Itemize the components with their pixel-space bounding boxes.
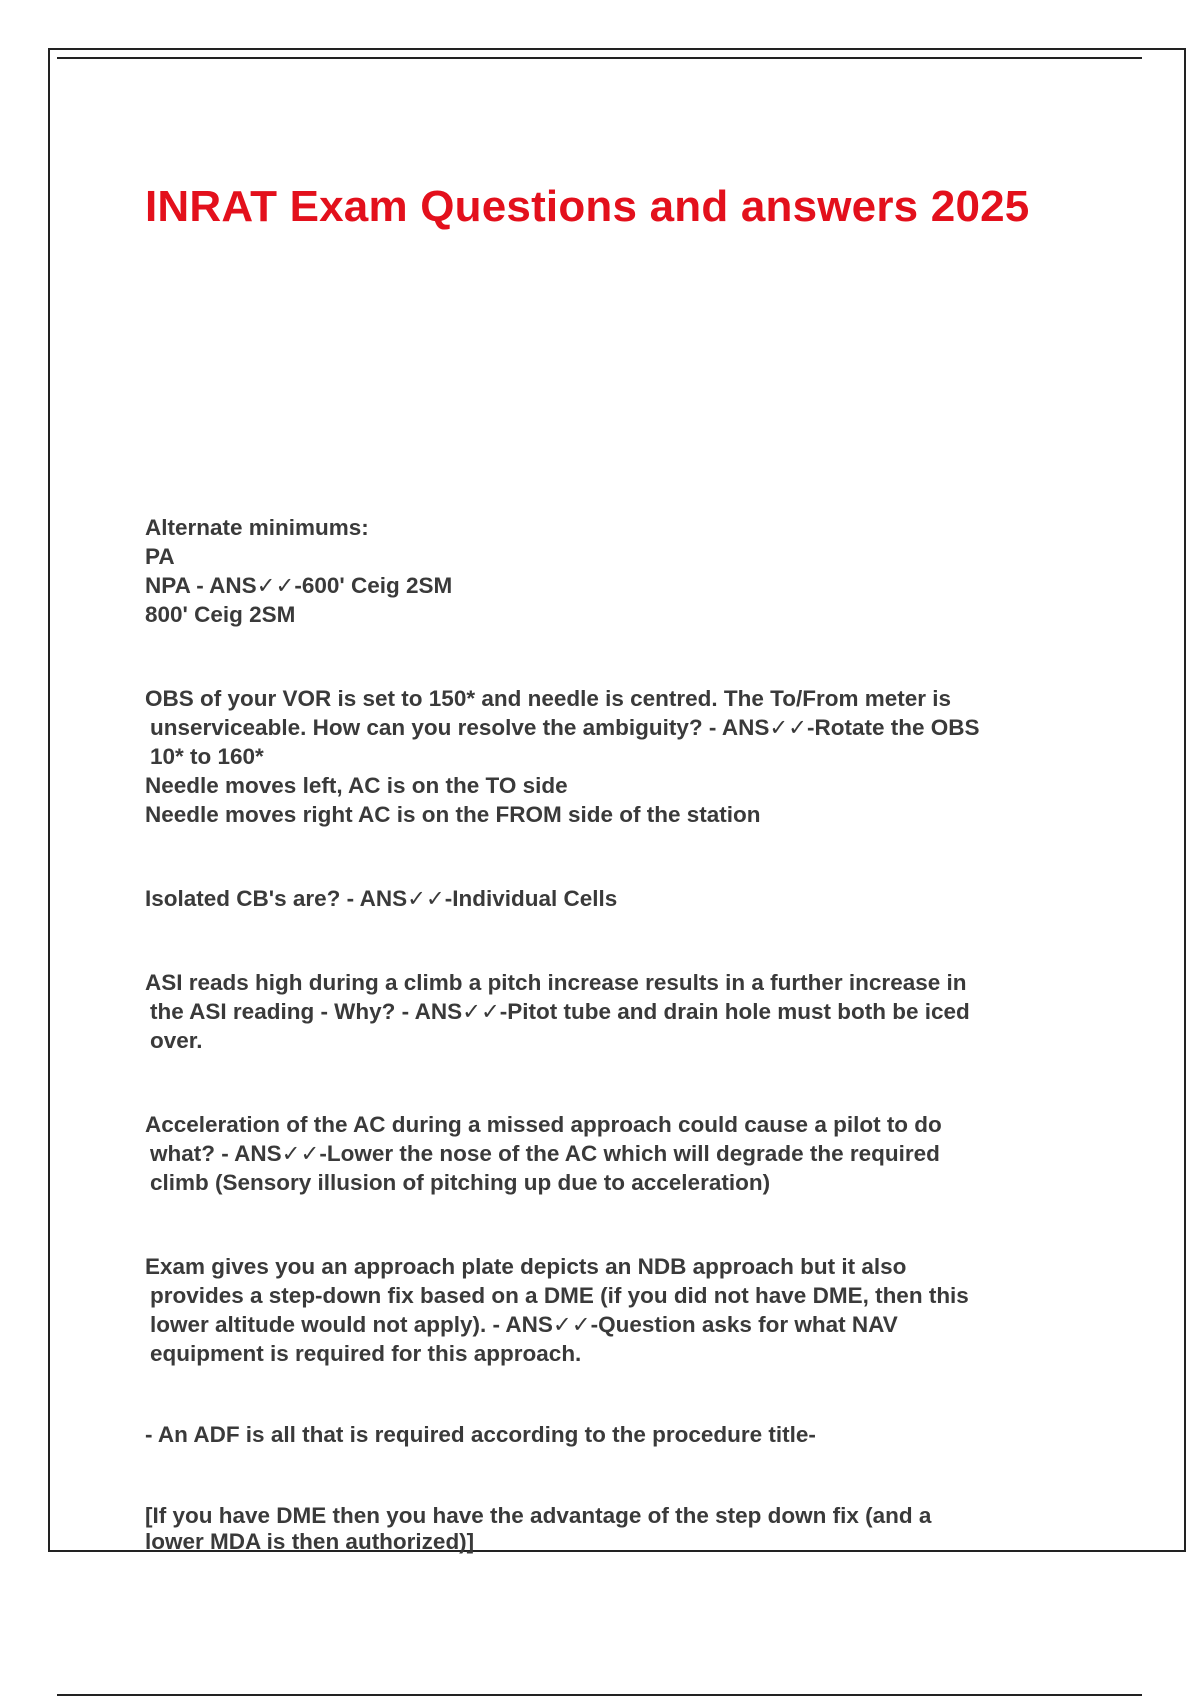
- qa-line: lower MDA is then authorized)]: [145, 1529, 475, 1554]
- qa-line: the ASI reading - Why? - ANS✓✓-Pitot tube and drain hole must both be iced: [150, 999, 970, 1024]
- qa-line: unserviceable. How can you resolve the ambiguity? - ANS✓✓-Rotate the OBS: [150, 715, 980, 740]
- qa-item-isolated-cb: [145, 884, 1085, 913]
- qa-line: Needle moves right AC is on the FROM side of the station: [145, 802, 761, 827]
- qa-line: over.: [150, 1028, 203, 1053]
- document-title: INRAT Exam Questions and answers 2025: [145, 182, 1030, 231]
- qa-line: 800' Ceig 2SM: [145, 602, 296, 627]
- qa-line: Needle moves left, AC is on the TO side: [145, 773, 568, 798]
- qa-line: Isolated CB's are? - ANS✓✓-Individual Cells: [145, 886, 618, 911]
- qa-line: Acceleration of the AC during a missed approach could cause a pilot to do: [145, 1112, 942, 1137]
- top-rule: [57, 57, 1142, 59]
- qa-line: ASI reads high during a climb a pitch increase results in a further increase in: [145, 970, 967, 995]
- qa-item-ndb-approach-plate: [145, 1252, 1085, 1368]
- qa-line: what? - ANS✓✓-Lower the nose of the AC which will degrade the required: [150, 1141, 940, 1166]
- qa-line: [If you have DME then you have the advantage of the step down fix (and a: [145, 1503, 932, 1528]
- qa-item-obs-vor: [145, 684, 1085, 829]
- qa-line: climb (Sensory illusion of pitching up due to acceleration): [150, 1170, 771, 1195]
- qa-item-alternate-minimums: [145, 513, 1085, 629]
- qa-line: equipment is required for this approach.: [150, 1341, 582, 1366]
- qa-line: provides a step-down fix based on a DME (if you did not have DME, then this: [150, 1283, 969, 1308]
- qa-item-dme-step-down: [145, 1501, 1085, 1554]
- qa-item-acceleration-missed-approach: [145, 1110, 1085, 1197]
- qa-item-asi-reads-high: [145, 968, 1085, 1055]
- bottom-rule: [57, 1694, 1142, 1696]
- qa-line: - An ADF is all that is required according to the procedure title-: [145, 1422, 816, 1447]
- qa-line: Alternate minimums:: [145, 515, 369, 540]
- qa-line: Exam gives you an approach plate depicts an NDB approach but it also: [145, 1254, 907, 1279]
- qa-item-adf-required: [145, 1420, 1085, 1449]
- qa-line: lower altitude would not apply). - ANS✓✓-Question asks for what NAV: [150, 1312, 898, 1337]
- qa-line: PA: [145, 544, 175, 569]
- qa-line: 10* to 160*: [150, 744, 264, 769]
- qa-line: OBS of your VOR is set to 150* and needle is centred. The To/From meter is: [145, 686, 952, 711]
- qa-content: [145, 513, 1085, 1554]
- qa-line: NPA - ANS✓✓-600' Ceig 2SM: [145, 573, 453, 598]
